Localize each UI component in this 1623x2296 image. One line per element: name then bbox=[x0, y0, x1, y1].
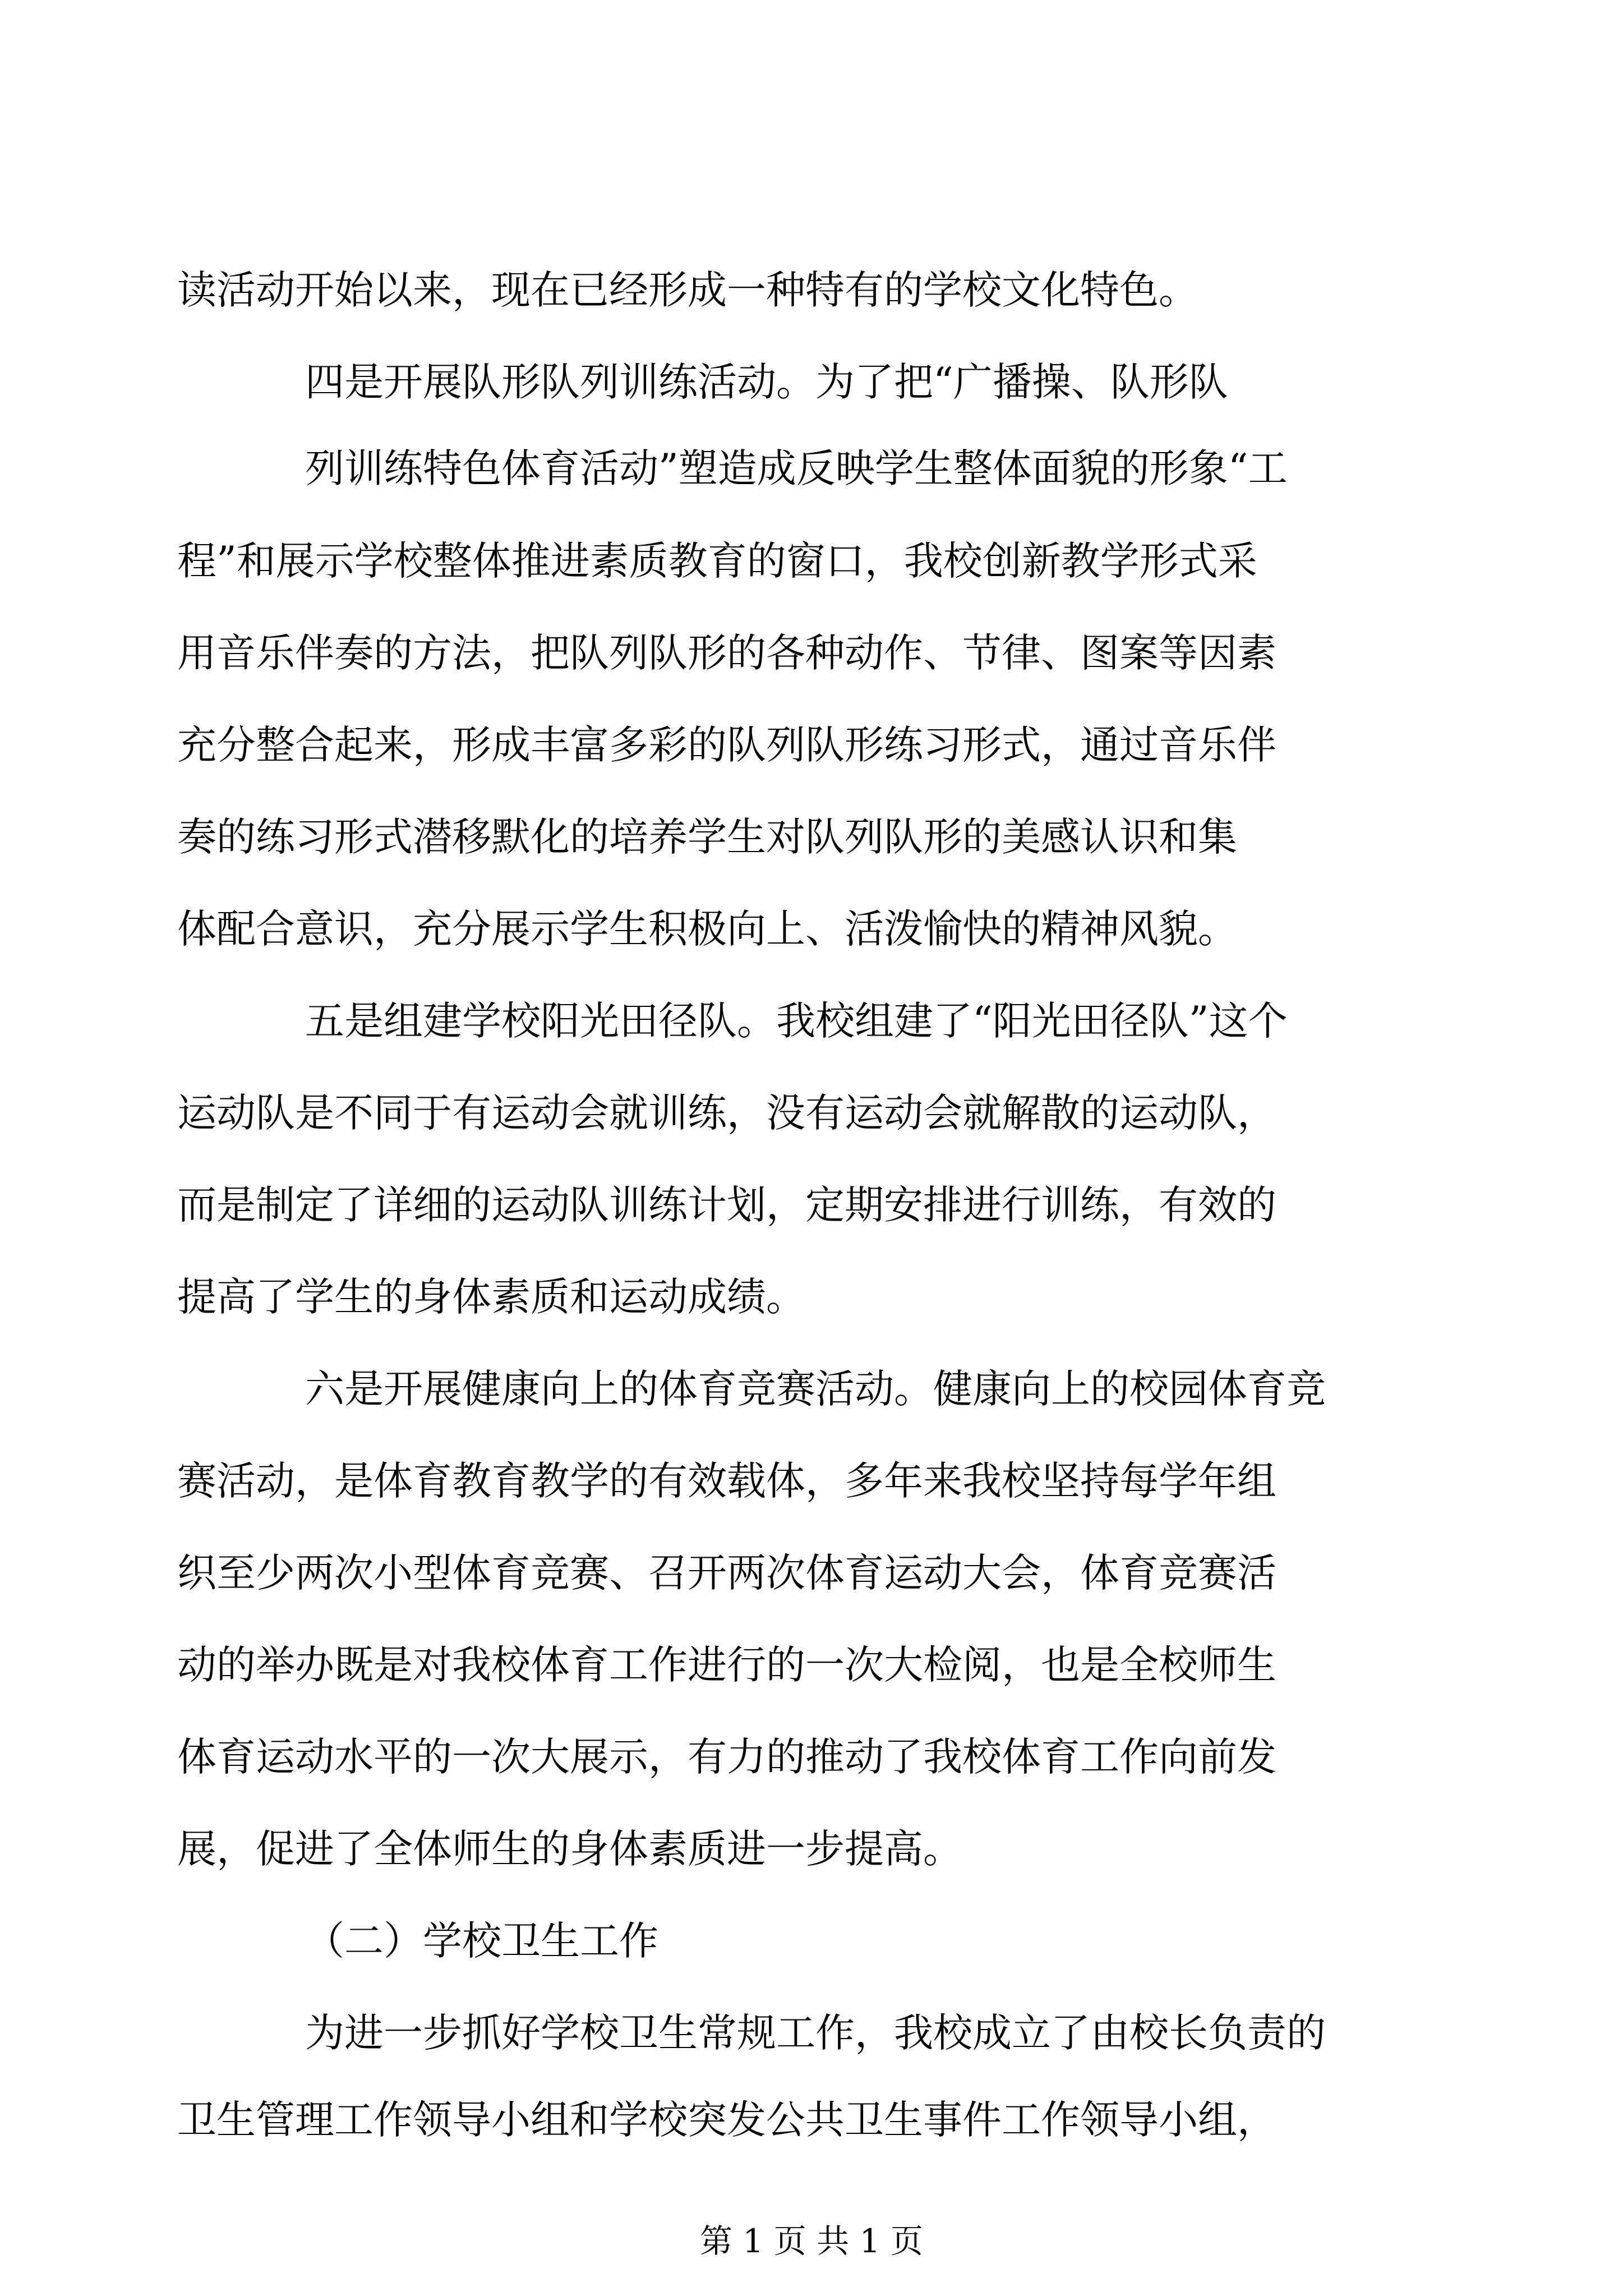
text-line-20: 为进一步抓好学校卫生常规工作，我校成立了由校长负责的 bbox=[305, 2010, 1326, 2056]
text-line-9: 五是组建学校阳光田径队。我校组建了“阳光田径队”这个 bbox=[305, 997, 1288, 1044]
text-line-5: 用音乐伴奏的方法，把队列队形的各种动作、节律、图案等因素 bbox=[177, 629, 1276, 676]
text-line-18: 展，促进了全体师生的身体素质进一步提高。 bbox=[177, 1826, 962, 1872]
text-line-21: 卫生管理工作领导小组和学校突发公共卫生事件工作领导小组， bbox=[177, 2096, 1276, 2143]
text-line-2: 四是开展队形队列训练活动。为了把“广播操、队形队 bbox=[305, 359, 1228, 406]
section-heading: （二）学校卫生工作 bbox=[305, 1918, 658, 1964]
text-line-12: 提高了学生的身体素质和运动成绩。 bbox=[177, 1273, 805, 1320]
text-line-8: 体配合意识，充分展示学生积极向上、活泼愉快的精神风貌。 bbox=[177, 905, 1237, 952]
text-line-14: 赛活动，是体育教育教学的有效载体，多年来我校坚持每学年组 bbox=[177, 1458, 1276, 1504]
text-line-10: 运动队是不同于有运动会就训练，没有运动会就解散的运动队， bbox=[177, 1089, 1276, 1136]
text-line-3: 列训练特色体育活动”塑造成反映学生整体面貌的形象“工 bbox=[305, 445, 1288, 492]
text-line-15: 织至少两次小型体育竞赛、召开两次体育运动大会，体育竞赛活 bbox=[177, 1550, 1276, 1596]
text-line-1: 读活动开始以来，现在已经形成一种特有的学校文化特色。 bbox=[177, 267, 1198, 313]
text-line-4: 程”和展示学校整体推进素质教育的窗口，我校创新教学形式采 bbox=[177, 537, 1257, 584]
text-line-17: 体育运动水平的一次大展示，有力的推动了我校体育工作向前发 bbox=[177, 1734, 1276, 1780]
page-footer: 第 1 页 共 1 页 bbox=[700, 2222, 923, 2260]
text-line-13: 六是开展健康向上的体育竞赛活动。健康向上的校园体育竞 bbox=[305, 1365, 1326, 1412]
text-line-6: 充分整合起来，形成丰富多彩的队列队形练习形式，通过音乐伴 bbox=[177, 721, 1276, 768]
text-line-16: 动的举办既是对我校体育工作进行的一次大检阅，也是全校师生 bbox=[177, 1642, 1276, 1688]
text-line-7: 奏的练习形式潜移默化的培养学生对队列队形的美感认识和集 bbox=[177, 813, 1237, 860]
text-line-11: 而是制定了详细的运动队训练计划，定期安排进行训练，有效的 bbox=[177, 1181, 1276, 1228]
